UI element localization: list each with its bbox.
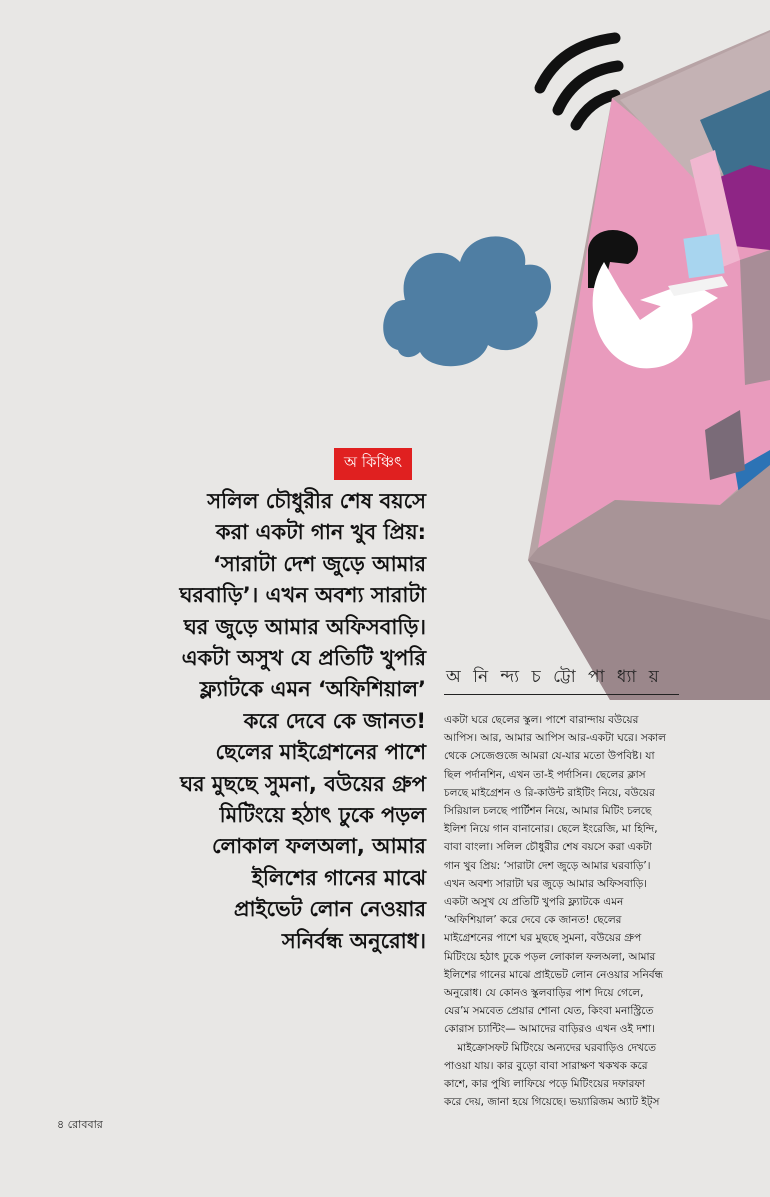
body-line: ‘অফিশিয়াল’ করে দেবে কে জানত! ছেলের [444, 914, 622, 927]
body-line: করে দেয়, জানা হয়ে গিয়েছে। ভয়্যারিজম অ্যাট ইট্স [444, 1096, 660, 1109]
author-byline: অ নি ন্দ্য চ ট্টো পা ধ্যা য় [446, 667, 663, 687]
pull-quote-line: ঘর জুড়ে আমার অফিসবাড়ি। [183, 614, 426, 639]
pull-quote-line: করে দেবে কে জানত! [243, 708, 426, 733]
pull-quote-line: ‘সারাটা দেশ জুড়ে আমার [212, 551, 426, 576]
cloud-shape [383, 236, 551, 366]
body-line: আপিস। আর, আমার আপিস আর-একটা ঘরে। সকাল [444, 732, 666, 745]
body-line: একটা অসুখ যে প্রতিটি খুপরি ফ্ল্যাটকে এমন [444, 896, 624, 909]
page-folio: ৪ রোববার [57, 1118, 103, 1131]
pull-quote-line: লোকাল ফলঅলা, আমার [211, 834, 426, 859]
body-line: সিরিয়াল চলছে পার্টিশন নিয়ে, আমার মিটিং চলছে [444, 805, 652, 818]
pull-quote-line: একটা অসুখ যে প্রতিটি খুপরি [181, 646, 426, 671]
body-line: থেকে সেজেগুজে আমরা যে-যার মতো উপবিষ্ট। যা [444, 750, 655, 763]
pull-quote-line: ফ্ল্যাটকে এমন ‘অফিশিয়াল’ [199, 677, 426, 702]
body-line: একটা ঘরে ছেলের স্কুল। পাশে বারান্দায় বউয়ের [444, 714, 639, 726]
pull-quote-line: ছেলের মাইগ্রেশনের পাশে [215, 740, 426, 765]
mauve-panel [740, 250, 770, 385]
pull-quote-line: ঘরবাড়ি’। এখন অবশ্য সারাটা [179, 583, 426, 608]
body-line: মিটিংয়ে হঠাৎ ঢুকে পড়ল লোকাল ফলঅলা, আমার [444, 950, 656, 963]
byline-divider [444, 694, 679, 695]
pull-quote [170, 486, 426, 957]
pull-quote-line: সনির্বন্ধ অনুরোধ। [281, 928, 426, 953]
body-line: এখন অবশ্য সারাটা ঘর জুড়ে আমার অফিসবাড়ি। [444, 877, 648, 890]
body-line: চলছে মাইগ্রেশন ও রি-কাউন্ট রাইটিং নিয়ে, বউয়ের [444, 786, 655, 799]
body-line: পাওয়া যায়। কার বুড়ো বাবা সারাক্ষণ খকখক করে [444, 1059, 648, 1072]
body-line: বাবা বাংলা। সলিল চৌধুরীর শেষ বয়সে করা একটা [444, 841, 652, 854]
body-line: অনুরোধ। যে কোনও স্কুলবাড়ির পাশ দিয়ে গেলে, [444, 987, 644, 1000]
pull-quote-line: সলিল চৌধুরীর শেষ বয়সে [207, 489, 426, 513]
body-line: যের’ম সমবেত প্রেয়ার শোনা যেত, কিংবা মনাস্ট্রিতে [444, 1005, 654, 1018]
pull-quote-line: করা একটা গান খুব প্রিয়: [215, 520, 426, 545]
body-line: কোরাস চ্যান্টিং— আমাদের বাড়িরও এখন ওই দশা। [444, 1023, 655, 1036]
pull-quote-line: ঘর মুছছে সুমনা, বউয়ের গ্রুপ [180, 771, 426, 796]
wifi-signal-icon [540, 38, 618, 125]
body-line: ইলিশের গানের মাঝে প্রাইভেট লোন নেওয়ার সনির্বন্ধ [444, 968, 663, 981]
body-line: ইলিশ নিয়ে গান বানানোর। ছেলে ইংরেজি, মা হিন্দি, [444, 823, 658, 836]
section-tag: অ কিঞ্চিৎ [334, 448, 412, 480]
body-line: মাইগ্রেশনের পাশে ঘর মুছছে সুমনা, বউয়ের গ্রুপ [444, 932, 642, 945]
pull-quote-line: ইলিশের গানের মাঝে [251, 865, 426, 890]
body-line: ছিল পর্দানশিন, এখন তা-ই পর্দাসিন। ছেলের ক্লাস [444, 768, 646, 781]
pull-quote-line: প্রাইভেট লোন নেওয়ার [233, 897, 426, 922]
body-line: গান খুব প্রিয়: ‘সারাটা দেশ জুড়ে আমার ঘরবাড়ি’। [444, 859, 651, 872]
article-body [444, 711, 714, 1111]
body-line: কাশে, কার পুষ্যি লাফিয়ে পড়ে মিটিংয়ের দফারফা [444, 1078, 646, 1091]
body-line: মাইক্রোসফট মিটিংয়ে অন্যদের ঘরবাড়িও দেখতে [444, 1041, 656, 1054]
pull-quote-line: মিটিংয়ে হঠাৎ ঢুকে পড়ল [219, 803, 426, 828]
